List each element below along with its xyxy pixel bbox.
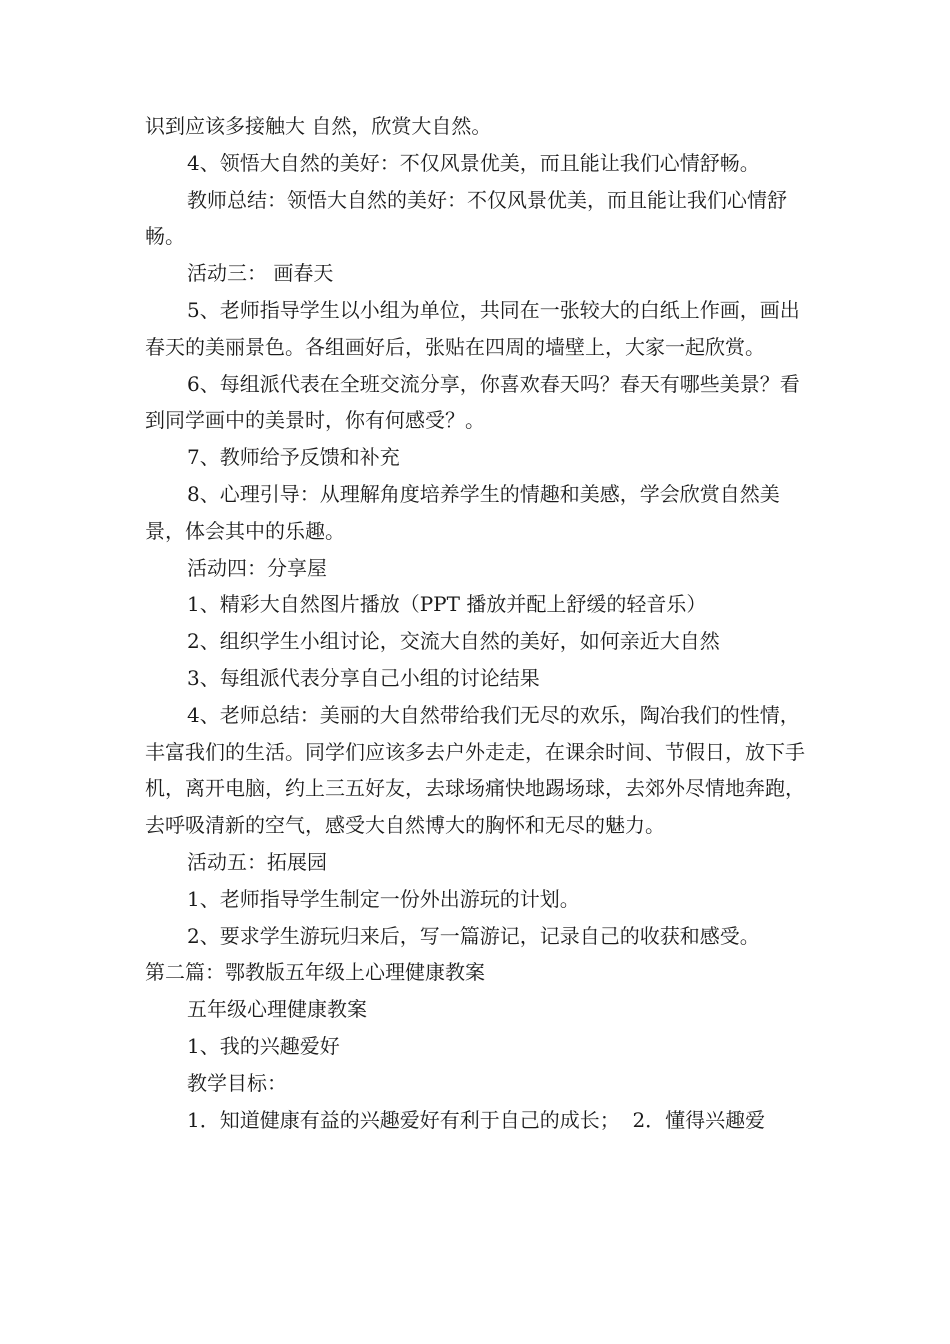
- paragraph: 3、每组派代表分享自己小组的讨论结果: [187, 665, 540, 690]
- paragraph: 2、要求学生游玩归来后，写一篇游记，记录自己的收获和感受。: [187, 923, 760, 948]
- paragraph: 6、每组派代表在全班交流分享，你喜欢春天吗？春天有哪些美景？看到同学画中的美景时，你有何感受？。: [145, 371, 800, 433]
- paragraph: 1、我的兴趣爱好: [187, 1033, 340, 1058]
- paragraph: 2、组织学生小组讨论，交流大自然的美好，如何亲近大自然: [187, 629, 720, 654]
- paragraph: 1、精彩大自然图片播放（PPT 播放并配上舒缓的轻音乐）: [187, 592, 707, 617]
- chapter-title: 第二篇：鄂教版五年级上心理健康教案: [145, 960, 485, 985]
- paragraph: 五年级心理健康教案: [187, 997, 367, 1022]
- section-heading: 活动三： 画春天: [187, 261, 334, 286]
- paragraph: 4、领悟大自然的美好：不仅风景优美，而且能让我们心情舒畅。: [187, 150, 760, 175]
- paragraph: 1．知道健康有益的兴趣爱好有利于自己的成长； 2．懂得兴趣爱: [187, 1107, 766, 1132]
- document-body: [145, 108, 815, 1138]
- paragraph: 识到应该多接触大 自然，欣赏大自然。: [145, 114, 492, 138]
- section-heading: 活动四：分享屋: [187, 555, 327, 580]
- paragraph: 7、教师给予反馈和补充: [187, 445, 400, 470]
- paragraph: 8、心理引导：从理解角度培养学生的情趣和美感，学会欣赏自然美景，体会其中的乐趣。: [145, 481, 780, 543]
- paragraph: 5、老师指导学生以小组为单位，共同在一张较大的白纸上作画，画出春天的美丽景色。各组画好后，张贴在四周的墙壁上，大家一起欣赏。: [145, 297, 800, 359]
- paragraph: 教学目标：: [187, 1070, 287, 1095]
- paragraph: 4、老师总结：美丽的大自然带给我们无尽的欢乐，陶冶我们的性情，丰富我们的生活。同学们应该多去户外走走，在课余时间、节假日，放下手机，离开电脑，约上三五好友，去球场痛快地踢场球，去郊外尽情地奔跑，去呼吸清新的空气，感受大自然博大的胸怀和无尽的魅力。: [145, 702, 805, 838]
- paragraph: 教师总结：领悟大自然的美好：不仅风景优美，而且能让我们心情舒畅。: [145, 187, 787, 249]
- paragraph: 1、老师指导学生制定一份外出游玩的计划。: [187, 886, 580, 911]
- section-heading: 活动五：拓展园: [187, 849, 327, 874]
